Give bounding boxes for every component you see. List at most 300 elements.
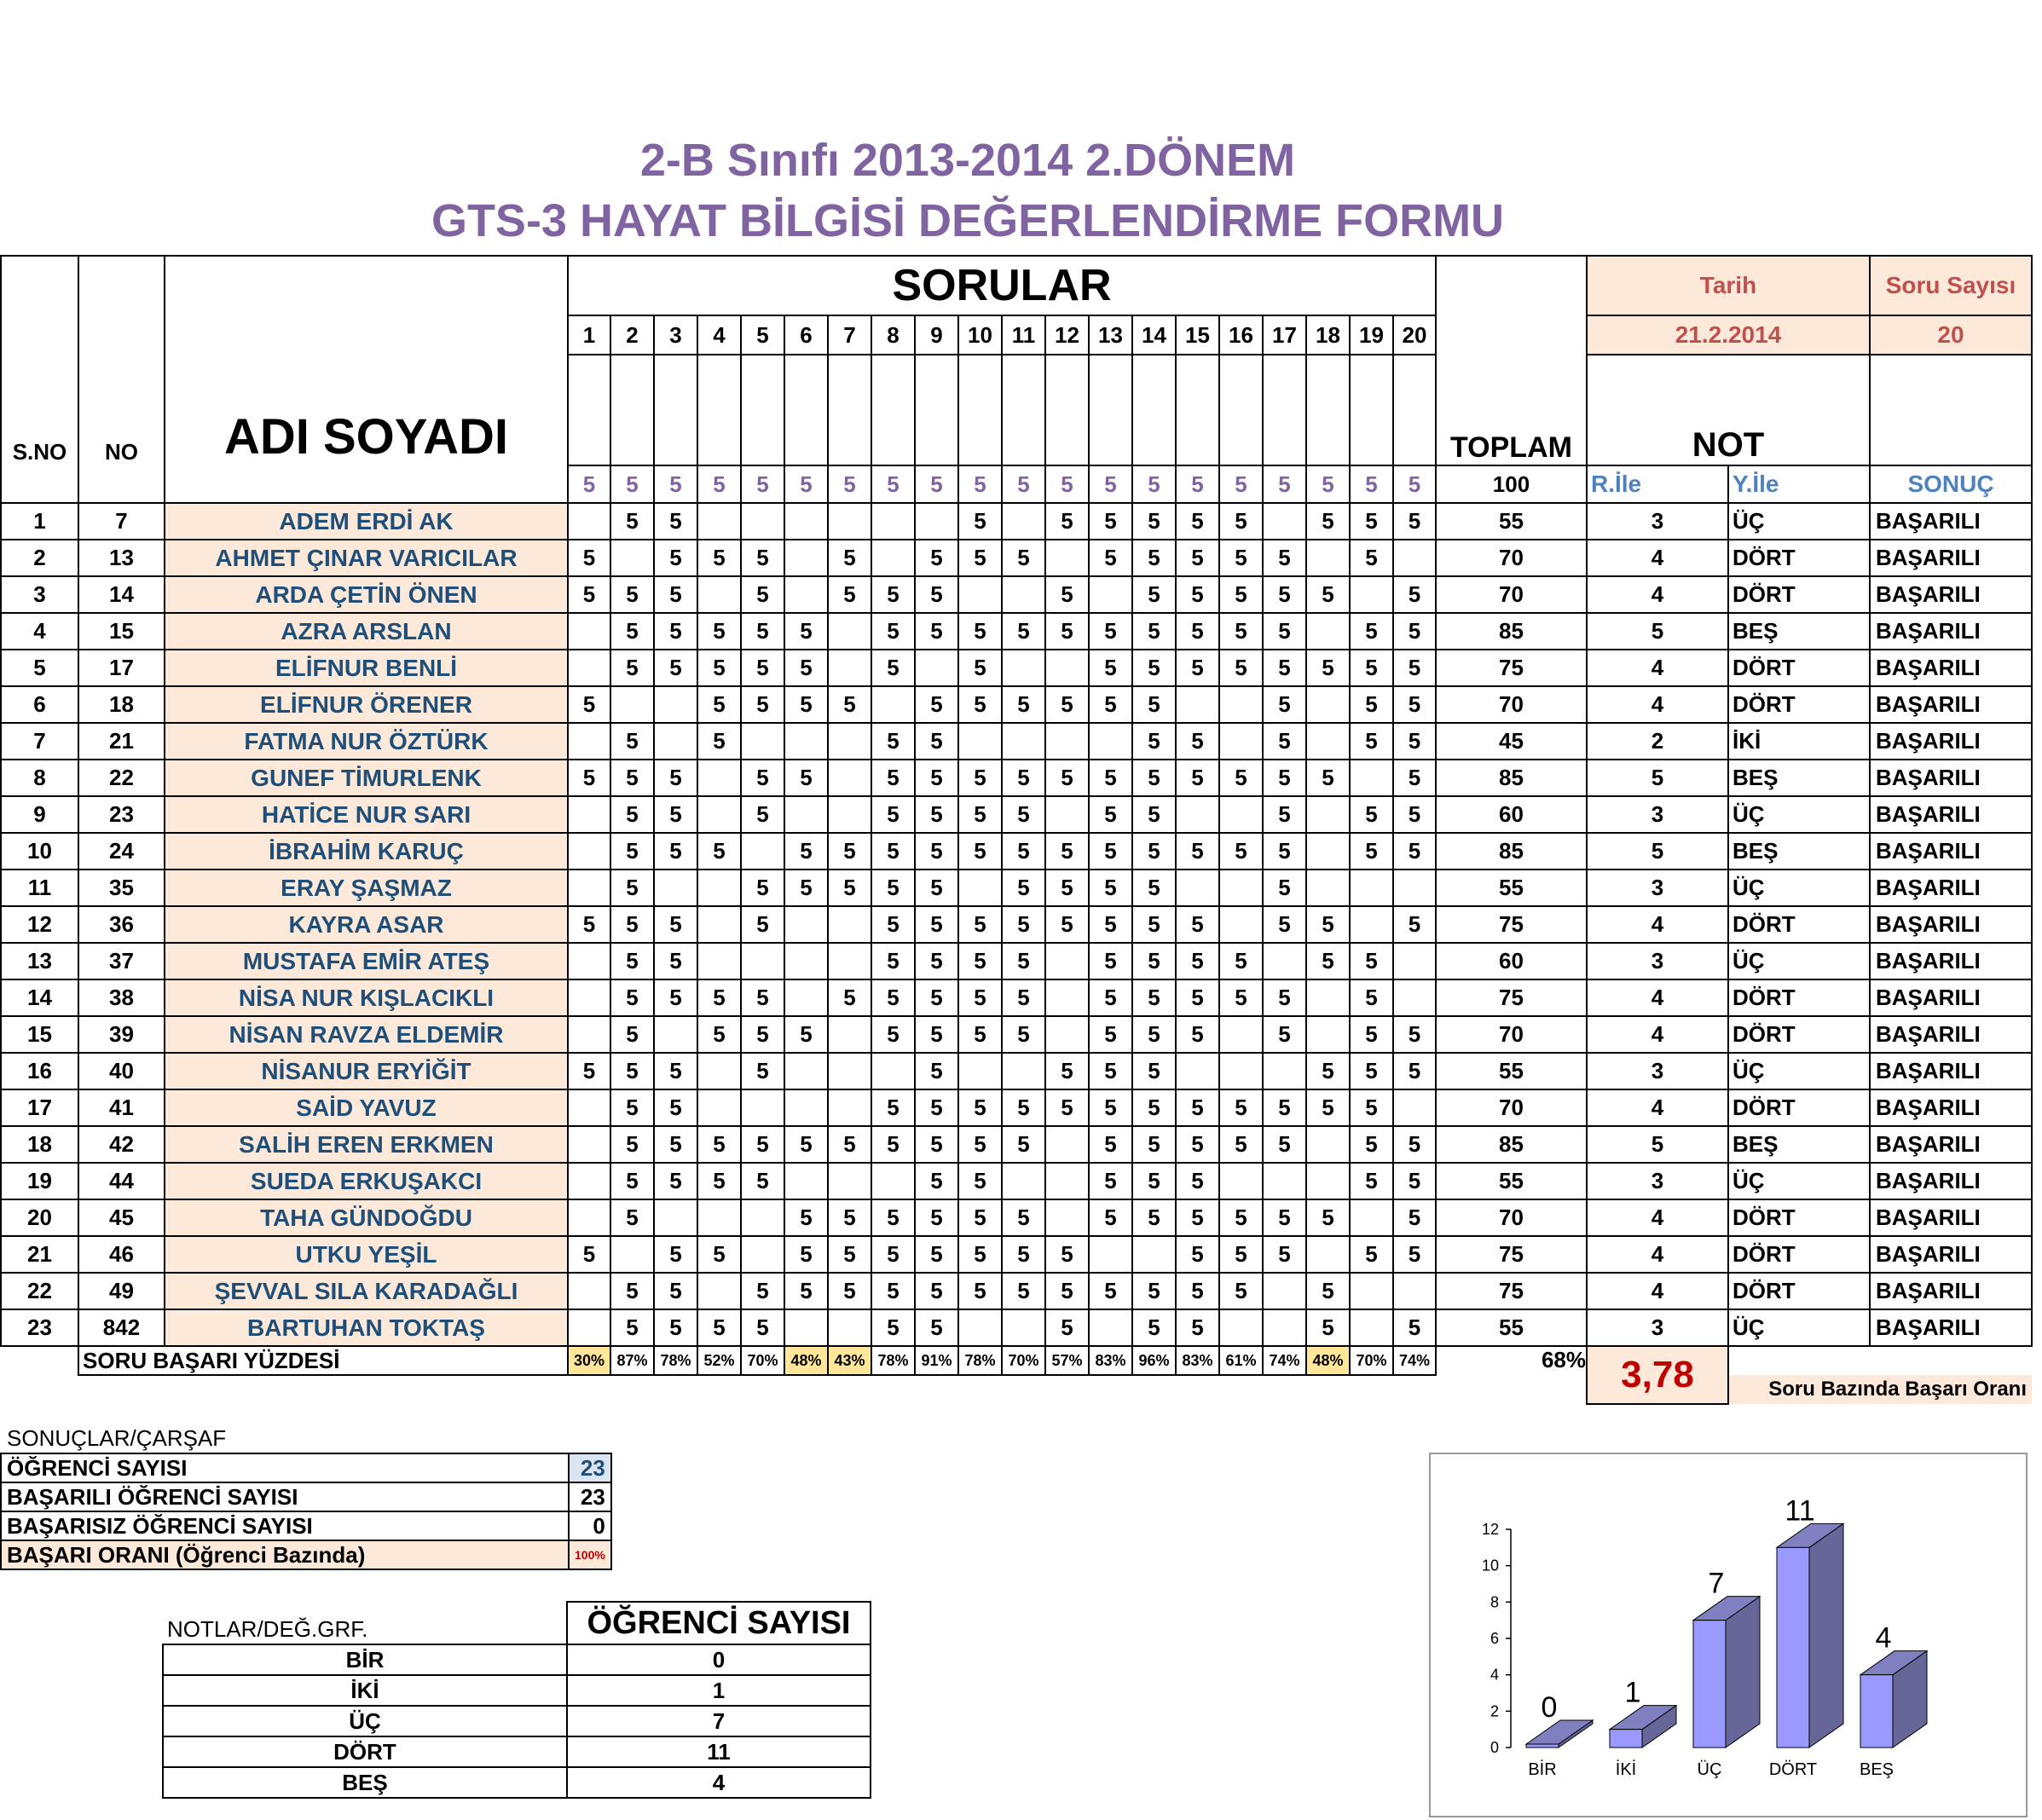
no-blank [78,465,165,503]
evaluation-table [0,255,2033,1405]
sonuc-header: SONUÇ [1870,465,2032,503]
answer-cell: 5 [784,1273,828,1309]
student-result: BAŞARILI [1870,760,2032,796]
answer-cell [1393,943,1436,979]
student-no: 37 [78,943,165,979]
answer-cell: 5 [915,1236,958,1273]
student-name: İBRAHİM KARUÇ [165,833,568,870]
student-name: NİSANUR ERYİĞİT [165,1053,568,1089]
student-no: 41 [78,1089,165,1126]
answer-cell: 5 [1089,906,1132,943]
student-sno: 1 [1,503,78,540]
answer-cell [654,870,697,906]
toplam-header: TOPLAM [1436,256,1587,465]
answer-cell: 5 [1176,760,1219,796]
answer-cell: 5 [915,760,958,796]
student-sno: 7 [1,723,78,760]
answer-cell: 5 [1132,906,1176,943]
answer-cell: 5 [1393,613,1436,650]
student-name: SALİH EREN ERKMEN [165,1126,568,1163]
answer-cell [784,723,828,760]
answer-cell [741,943,784,979]
student-sno: 16 [1,1053,78,1089]
answer-cell [1263,1273,1306,1309]
answer-cell: 5 [1306,1273,1350,1309]
student-name: AHMET ÇINAR VARICILAR [165,540,568,576]
answer-cell: 5 [741,906,784,943]
answer-cell: 5 [1263,906,1306,943]
answer-cell [1002,723,1045,760]
answer-cell: 5 [654,796,697,833]
answer-cell: 5 [1393,1016,1436,1053]
student-y-ile: DÖRT [1728,1199,1870,1236]
answer-cell [741,503,784,540]
student-row [1,1236,2032,1273]
student-r-ile: 3 [1587,1163,1728,1199]
bar-value-label: 11 [1785,1494,1815,1528]
answer-cell: 5 [1350,1089,1393,1126]
answer-cell: 5 [610,796,654,833]
answer-cell [828,943,871,979]
answer-cell [697,1089,741,1126]
answer-cell: 5 [1263,576,1306,613]
answer-cell [1350,576,1393,613]
grade-distribution-chart [1429,1453,2028,1817]
x-category-label: BİR [1528,1760,1557,1779]
question-success-pct: 70% [1002,1346,1045,1375]
answer-cell: 5 [1350,1053,1393,1089]
answer-cell: 5 [697,540,741,576]
answer-cell: 5 [1089,1273,1132,1309]
answer-cell: 5 [1350,796,1393,833]
answer-cell: 5 [1089,833,1132,870]
bar-side [1726,1597,1760,1748]
answer-cell: 5 [1089,1126,1132,1163]
answer-cell: 5 [741,686,784,723]
answer-cell: 5 [697,650,741,686]
answer-cell [697,1053,741,1089]
question-points: 5 [654,465,697,503]
student-sno: 12 [1,906,78,943]
answer-cell [1002,650,1045,686]
question-success-pct: 83% [1089,1346,1132,1375]
answer-cell: 5 [697,833,741,870]
answer-cell: 5 [1263,650,1306,686]
answer-cell [654,723,697,760]
student-y-ile: ÜÇ [1728,943,1870,979]
grade-row [163,1644,871,1675]
answer-cell: 5 [871,760,915,796]
answer-cell: 5 [654,833,697,870]
answer-cell [871,1053,915,1089]
answer-cell [568,650,610,686]
answer-cell: 5 [1045,613,1089,650]
answer-cell: 5 [915,833,958,870]
answer-cell: 5 [828,1126,871,1163]
student-result: BAŞARILI [1870,723,2032,760]
grade-label: ÜÇ [163,1706,567,1736]
student-result: BAŞARILI [1870,613,2032,650]
answer-cell: 5 [784,1236,828,1273]
answer-cell: 5 [915,796,958,833]
question-success-pct: 48% [784,1346,828,1375]
answer-cell: 5 [871,870,915,906]
answer-cell: 5 [958,833,1002,870]
answer-cell: 5 [1132,1126,1176,1163]
student-total: 60 [1436,796,1587,833]
student-no: 15 [78,613,165,650]
student-result: BAŞARILI [1870,943,2032,979]
answer-cell [1350,760,1393,796]
summary-value: 0 [569,1511,611,1540]
answer-cell: 5 [654,943,697,979]
question-points: 5 [784,465,828,503]
answer-cell: 5 [1089,796,1132,833]
answer-cell [697,1199,741,1236]
answer-cell [1176,870,1219,906]
student-name: BARTUHAN TOKTAŞ [165,1309,568,1346]
y-tick-label: 8 [1490,1593,1499,1611]
student-no: 44 [78,1163,165,1199]
student-result: BAŞARILI [1870,870,2032,906]
answer-cell: 5 [1263,1236,1306,1273]
answer-cell: 5 [741,870,784,906]
student-total: 55 [1436,1053,1587,1089]
answer-cell: 5 [958,979,1002,1016]
answer-cell: 5 [1089,870,1132,906]
answer-cell [741,723,784,760]
answer-cell: 5 [697,1309,741,1346]
form-title-line1: 2-B Sınıfı 2013-2014 2.DÖNEM [639,135,1296,186]
answer-cell: 5 [1002,540,1045,576]
answer-cell [568,833,610,870]
student-r-ile: 4 [1587,650,1728,686]
summary-row [1,1540,611,1569]
answer-cell [610,686,654,723]
answer-cell: 5 [784,870,828,906]
answer-cell: 5 [1219,760,1263,796]
answer-cell: 5 [1002,1199,1045,1236]
answer-cell: 5 [828,1273,871,1309]
y-tick-label: 0 [1490,1739,1499,1756]
not-blank [1870,355,2032,465]
grade-row [163,1706,871,1736]
answer-cell [1002,1163,1045,1199]
summary-caption: SONUÇLAR/ÇARŞAF [7,1425,227,1451]
answer-cell: 5 [654,979,697,1016]
tarih-label: Tarih [1587,256,1870,315]
answer-cell [1306,1163,1350,1199]
student-total: 70 [1436,1016,1587,1053]
answer-cell: 5 [1132,576,1176,613]
grade-count: 4 [567,1767,871,1798]
answer-cell [1002,1053,1045,1089]
answer-cell: 5 [741,1016,784,1053]
answer-cell [1045,979,1089,1016]
answer-cell [1350,1273,1393,1309]
question-points: 5 [1350,465,1393,503]
answer-cell [1045,943,1089,979]
answer-cell: 5 [610,870,654,906]
student-y-ile: DÖRT [1728,1273,1870,1309]
sorular-header: SORULAR [568,256,1436,315]
answer-cell [568,503,610,540]
student-row [1,503,2032,540]
answer-cell: 5 [1263,760,1306,796]
question-number: 18 [1306,315,1350,355]
question-number: 5 [741,315,784,355]
student-row [1,943,2032,979]
answer-cell: 5 [1132,1016,1176,1053]
question-blank [784,355,828,465]
answer-cell [1306,1016,1350,1053]
answer-cell: 5 [1002,1236,1045,1273]
answer-cell: 5 [915,576,958,613]
student-name: FATMA NUR ÖZTÜRK [165,723,568,760]
answer-cell: 5 [784,1126,828,1163]
answer-cell: 5 [1306,650,1350,686]
answer-cell: 5 [1176,1309,1219,1346]
student-total: 55 [1436,870,1587,906]
answer-cell [741,833,784,870]
question-number: 6 [784,315,828,355]
student-total: 75 [1436,650,1587,686]
answer-cell: 5 [1176,833,1219,870]
answer-cell: 5 [1350,723,1393,760]
answer-cell: 5 [1350,979,1393,1016]
grade-count: 0 [567,1644,871,1675]
answer-cell [958,723,1002,760]
answer-cell: 5 [1002,870,1045,906]
student-no: 23 [78,796,165,833]
answer-cell: 5 [1132,1199,1176,1236]
answer-cell: 5 [1263,540,1306,576]
answer-cell: 5 [871,1016,915,1053]
student-y-ile: İKİ [1728,723,1870,760]
answer-cell [1306,540,1350,576]
answer-cell [784,576,828,613]
answer-cell [568,1199,610,1236]
answer-cell [568,723,610,760]
answer-cell: 5 [1350,1126,1393,1163]
bar-front [1693,1621,1726,1748]
answer-cell: 5 [1393,796,1436,833]
student-result: BAŞARILI [1870,1163,2032,1199]
answer-cell: 5 [1045,760,1089,796]
answer-cell [1350,1199,1393,1236]
answer-cell [828,723,871,760]
answer-cell: 5 [1002,906,1045,943]
answer-cell: 5 [828,686,871,723]
student-total: 55 [1436,503,1587,540]
student-r-ile: 4 [1587,1199,1728,1236]
student-total: 45 [1436,723,1587,760]
question-success-pct: 96% [1132,1346,1176,1375]
answer-cell [1045,1163,1089,1199]
answer-cell: 5 [1350,943,1393,979]
name-blank [165,465,568,503]
answer-cell: 5 [654,503,697,540]
answer-cell [1219,686,1263,723]
student-name: TAHA GÜNDOĞDU [165,1199,568,1236]
answer-cell [1263,943,1306,979]
answer-cell: 5 [697,1126,741,1163]
answer-cell [568,1126,610,1163]
grade-label: BİR [163,1644,567,1675]
answer-cell: 5 [1350,650,1393,686]
student-result: BAŞARILI [1870,1126,2032,1163]
answer-cell: 5 [1132,760,1176,796]
answer-cell [568,613,610,650]
student-no: 21 [78,723,165,760]
question-number: 10 [958,315,1002,355]
bar-front [1777,1547,1809,1748]
answer-cell: 5 [1089,943,1132,979]
answer-cell: 5 [1393,760,1436,796]
answer-cell: 5 [1176,1126,1219,1163]
answer-cell: 5 [915,613,958,650]
answer-cell: 5 [871,796,915,833]
answer-cell [1176,686,1219,723]
answer-cell: 5 [610,1126,654,1163]
student-result: BAŞARILI [1870,1309,2032,1346]
answer-cell [1219,723,1263,760]
student-row [1,540,2032,576]
answer-cell: 5 [784,650,828,686]
answer-cell: 5 [1089,760,1132,796]
answer-cell [568,796,610,833]
student-sno: 6 [1,686,78,723]
answer-cell [828,1089,871,1126]
student-r-ile: 4 [1587,906,1728,943]
answer-cell: 5 [871,906,915,943]
student-no: 13 [78,540,165,576]
answer-cell: 5 [610,1016,654,1053]
answer-cell: 5 [1393,650,1436,686]
student-total: 60 [1436,943,1587,979]
answer-cell: 5 [1219,1089,1263,1126]
answer-cell: 5 [871,1089,915,1126]
answer-cell [697,576,741,613]
answer-cell: 5 [1132,540,1176,576]
answer-cell: 5 [654,1236,697,1273]
student-row [1,613,2032,650]
answer-cell: 5 [871,833,915,870]
student-r-ile: 3 [1587,870,1728,906]
answer-cell: 5 [958,1236,1002,1273]
student-r-ile: 4 [1587,1016,1728,1053]
answer-cell [828,1163,871,1199]
answer-cell [784,906,828,943]
answer-cell: 5 [610,943,654,979]
student-y-ile: ÜÇ [1728,1163,1870,1199]
answer-cell: 5 [1045,1053,1089,1089]
question-blank [1176,355,1219,465]
bar-top [1526,1720,1593,1744]
student-row [1,1163,2032,1199]
student-row [1,1126,2032,1163]
question-number: 8 [871,315,915,355]
answer-cell [1219,1309,1263,1346]
answer-cell: 5 [1306,943,1350,979]
grade-row [163,1767,871,1798]
answer-cell: 5 [784,613,828,650]
answer-cell: 5 [1045,870,1089,906]
student-r-ile: 2 [1587,723,1728,760]
grade-label: BEŞ [163,1767,567,1798]
answer-cell [654,1016,697,1053]
answer-cell: 5 [1132,650,1176,686]
answer-cell: 5 [1350,503,1393,540]
answer-cell: 5 [1263,1199,1306,1236]
student-total: 55 [1436,1309,1587,1346]
student-total: 75 [1436,1236,1587,1273]
bar-side [1809,1523,1843,1748]
student-r-ile: 3 [1587,1309,1728,1346]
answer-cell: 5 [1132,613,1176,650]
answer-cell: 5 [784,686,828,723]
student-y-ile: DÖRT [1728,686,1870,723]
student-sno: 4 [1,613,78,650]
summary-table [0,1453,612,1570]
answer-cell: 5 [871,723,915,760]
no-header: NO [78,256,165,465]
answer-cell [1306,1126,1350,1163]
answer-cell [1219,1053,1263,1089]
answer-cell: 5 [1393,1053,1436,1089]
answer-cell: 5 [1306,1309,1350,1346]
student-y-ile: DÖRT [1728,1089,1870,1126]
answer-cell: 5 [871,1273,915,1309]
answer-cell: 5 [1176,503,1219,540]
question-points: 5 [1132,465,1176,503]
student-result: BAŞARILI [1870,1016,2032,1053]
question-success-pct: 43% [828,1346,871,1375]
answer-cell: 5 [958,650,1002,686]
answer-cell [1002,1309,1045,1346]
student-r-ile: 4 [1587,1089,1728,1126]
answer-cell: 5 [1350,613,1393,650]
student-r-ile: 4 [1587,686,1728,723]
answer-cell [697,760,741,796]
answer-cell [568,979,610,1016]
question-number: 13 [1089,315,1132,355]
answer-cell: 5 [915,723,958,760]
answer-cell: 5 [1263,1126,1306,1163]
student-result: BAŞARILI [1870,650,2032,686]
question-number: 9 [915,315,958,355]
answer-cell: 5 [610,1199,654,1236]
question-blank [1263,355,1306,465]
answer-cell: 5 [915,1126,958,1163]
student-sno: 23 [1,1309,78,1346]
question-blank [1132,355,1176,465]
answer-cell: 5 [958,1199,1002,1236]
answer-cell: 5 [1306,576,1350,613]
student-sno: 21 [1,1236,78,1273]
question-points: 5 [915,465,958,503]
student-row [1,723,2032,760]
answer-cell: 5 [828,1199,871,1236]
answer-cell: 5 [1350,1163,1393,1199]
bar-value-label: 0 [1541,1691,1558,1724]
summary-label: BAŞARISIZ ÖĞRENCİ SAYISI [1,1511,569,1540]
answer-cell: 5 [915,1309,958,1346]
student-y-ile: BEŞ [1728,833,1870,870]
student-no: 24 [78,833,165,870]
question-blank [958,355,1002,465]
answer-cell: 5 [1002,1126,1045,1163]
